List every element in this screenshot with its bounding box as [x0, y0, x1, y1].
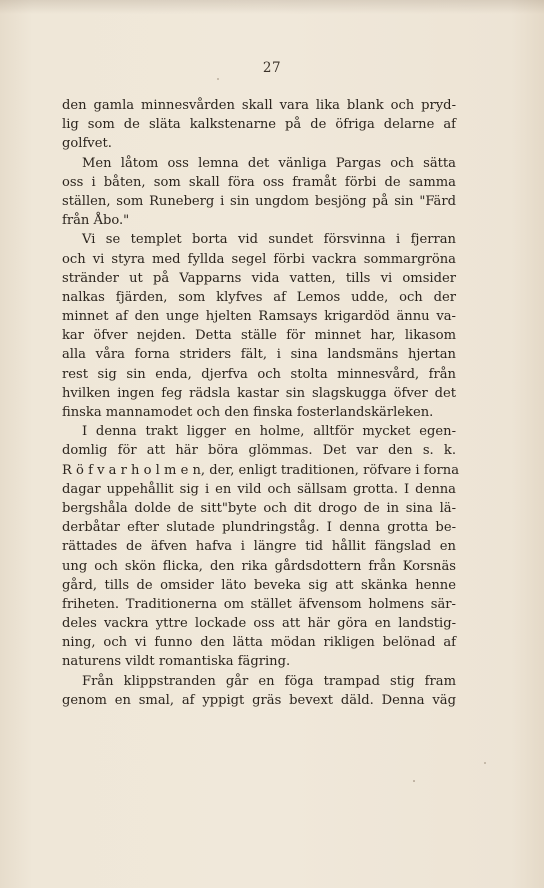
text-line: rättades de äfven hafva i längre tid hållit fängslad en: [62, 539, 456, 555]
text-line: gård, tills de omsider läto beveka sig att skänka henne: [62, 577, 456, 593]
text-line: derbåtar efter slutade plundringståg. I denna grotta be-: [62, 520, 456, 536]
text-line: alla våra forna striders fält, i sina landsmäns hjertan: [62, 347, 456, 363]
text-line: Från klippstranden går en föga trampad stig fram: [82, 673, 456, 689]
text-line: Vi se templet borta vid sundet försvinna i fjerran: [82, 232, 456, 248]
text-line: naturens vildt romantiska fägring.: [62, 654, 291, 670]
text-line: lig som de släta kalkstenarne på de öfriga delarne af: [62, 117, 456, 133]
body-text: [62, 96, 460, 710]
text-line: nalkas fjärden, som klyfves af Lemos udde, och der: [62, 289, 456, 305]
text-line: från Åbo.": [62, 213, 130, 229]
paper-speck: [484, 762, 486, 764]
text-line: minnet af den unge hjelten Ramsays krigardöd ännu va-: [62, 309, 456, 325]
text-line: golfvet.: [62, 136, 112, 152]
text-line: rest sig sin enda, djerfva och stolta minnesvård, från: [62, 366, 456, 382]
page-top-shadow: [0, 0, 544, 14]
page-number: 27: [262, 60, 282, 76]
text-line: domlig för att här böra glömmas. Det var den s. k.: [62, 443, 456, 459]
text-line: oss i båten, som skall föra oss framåt förbi de samma: [62, 174, 456, 190]
text-line: ställen, som Runeberg i sin ungdom besjöng på sin "Färd: [62, 193, 456, 209]
text-line: och vi styra med fyllda segel förbi vackra sommargröna: [62, 251, 456, 267]
text-line: finska mannamodet och den finska fosterlandskärleken.: [62, 405, 434, 420]
text-line: friheten. Traditionerna om stället äfvensom holmens sär-: [62, 596, 456, 612]
text-line: bergshåla dolde de sitt"byte och dit drogo de in sina lä-: [62, 500, 456, 516]
text-line: den gamla minnesvården skall vara lika blank och pryd-: [62, 98, 456, 113]
paper-speck: [413, 780, 415, 782]
text-line: hvilken ingen feg rädsla kastar sin slagskugga öfver det: [62, 385, 456, 401]
text-line: ung och skön flicka, den rika gårdsdottern från Korsnäs: [62, 558, 456, 574]
text-line: dagar uppehållit sig i en vild och sällsam grotta. I denna: [62, 481, 456, 497]
text-line: Men låtom oss lemna det vänliga Pargas och sätta: [82, 155, 456, 171]
text-line: R ö f v a r h o l m e n, der, enligt traditionen, röfvare i forna: [62, 462, 460, 478]
text-line: ning, och vi funno den lätta mödan rikligen belönad af: [62, 635, 456, 651]
text-line: I denna trakt ligger en holme, alltför mycket egen-: [82, 424, 456, 440]
text-line: genom en smal, af yppigt gräs bevext däld. Denna väg: [62, 692, 456, 708]
text-line: kar öfver nejden. Detta ställe för minnet har, likasom: [62, 328, 456, 344]
text-line: deles vackra yttre lockade oss att här göra en landstig-: [62, 616, 456, 632]
paper-speck: [217, 78, 219, 80]
text-line: stränder ut på Vapparns vida vatten, tills vi omsider: [62, 270, 456, 286]
